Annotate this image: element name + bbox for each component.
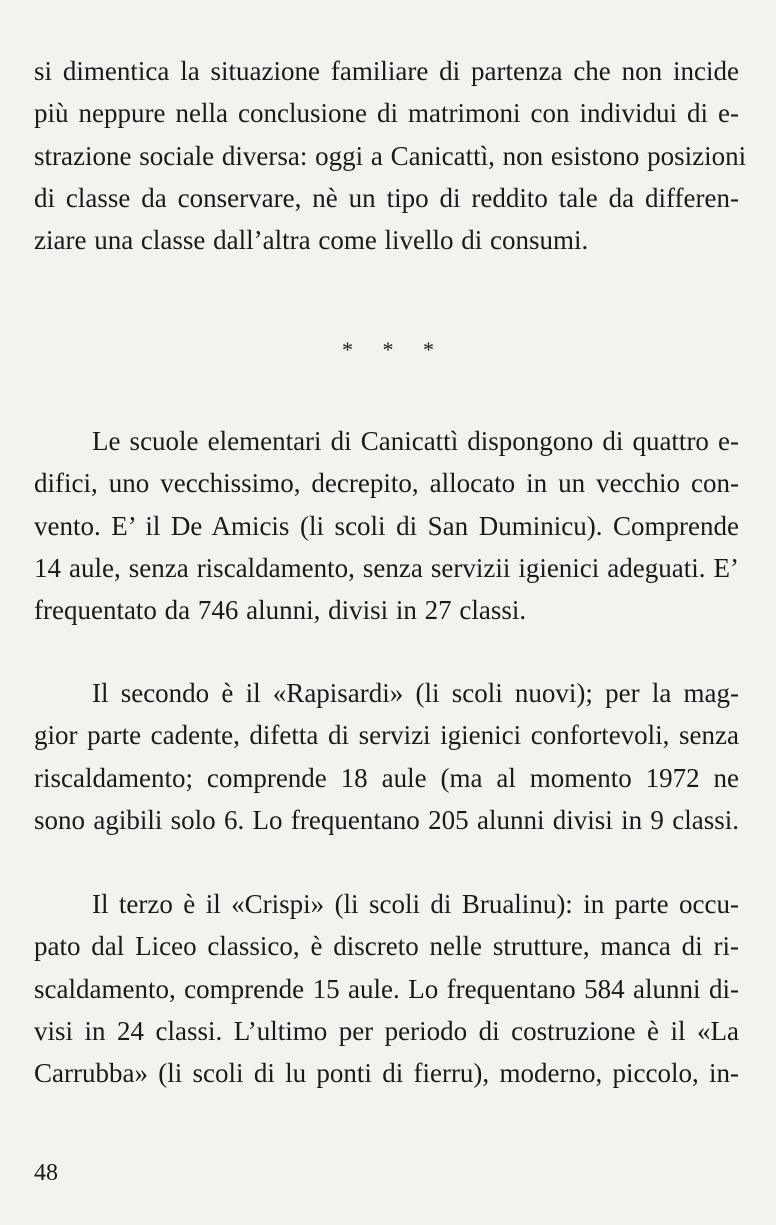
text-line: di classe da conservare, nè un tipo di reddito tale da differen- — [34, 182, 739, 213]
paragraph-3 — [34, 672, 739, 841]
text-line: riscaldamento; comprende 18 aule (ma al momento 1972 ne — [34, 762, 739, 793]
text-line: più neppure nella conclusione di matrimoni con individui di e- — [34, 98, 739, 129]
text-line: sono agibili solo 6. Lo frequentano 205 alunni divisi in 9 classi. — [34, 804, 739, 835]
text-line: scaldamento, comprende 15 aule. Lo frequentano 584 alunni di- — [34, 973, 739, 1004]
paragraph-4 — [34, 883, 739, 1094]
text-line: ziare una classe dall’altra come livello di consumi. — [34, 225, 589, 256]
section-separator: * * * — [342, 337, 446, 362]
text-line: gior parte cadente, difetta di servizi igienici confortevoli, senza — [34, 720, 739, 751]
text-line: Il secondo è il «Rapisardi» (li scoli nuovi); per la mag- — [92, 678, 739, 708]
text-line: frequentato da 746 alunni, divisi in 27 classi. — [34, 595, 527, 626]
text-line: difici, uno vecchissimo, decrepito, allocato in un vecchio con- — [34, 468, 739, 499]
text-line: pato dal Liceo classico, è discreto nelle strutture, manca di ri- — [34, 931, 739, 962]
paragraph-2 — [34, 420, 739, 631]
text-line: vento. E’ il De Amicis (li scoli di San Duminicu). Comprende — [34, 510, 739, 541]
text-line: 14 aule, senza riscaldamento, senza servizii igienici adeguati. E’ — [34, 552, 739, 583]
text-line: Il terzo è il «Crispi» (li scoli di Brualinu): in parte occu- — [92, 889, 739, 919]
paragraph-1 — [34, 50, 747, 261]
text-line: Le scuole elementari di Canicattì dispongono di quattro e- — [92, 426, 739, 456]
page-number: 48 — [34, 1160, 58, 1186]
text-line: si dimentica la situazione familiare di partenza che non incide — [34, 56, 739, 86]
text-line: strazione sociale diversa: oggi a Canicattì, non esistono posizioni — [34, 140, 747, 171]
text-line: Carrubba» (li scoli di lu ponti di fierru), moderno, piccolo, in- — [34, 1058, 739, 1089]
text-line: visi in 24 classi. L’ultimo per periodo di costruzione è il «La — [34, 1015, 739, 1046]
